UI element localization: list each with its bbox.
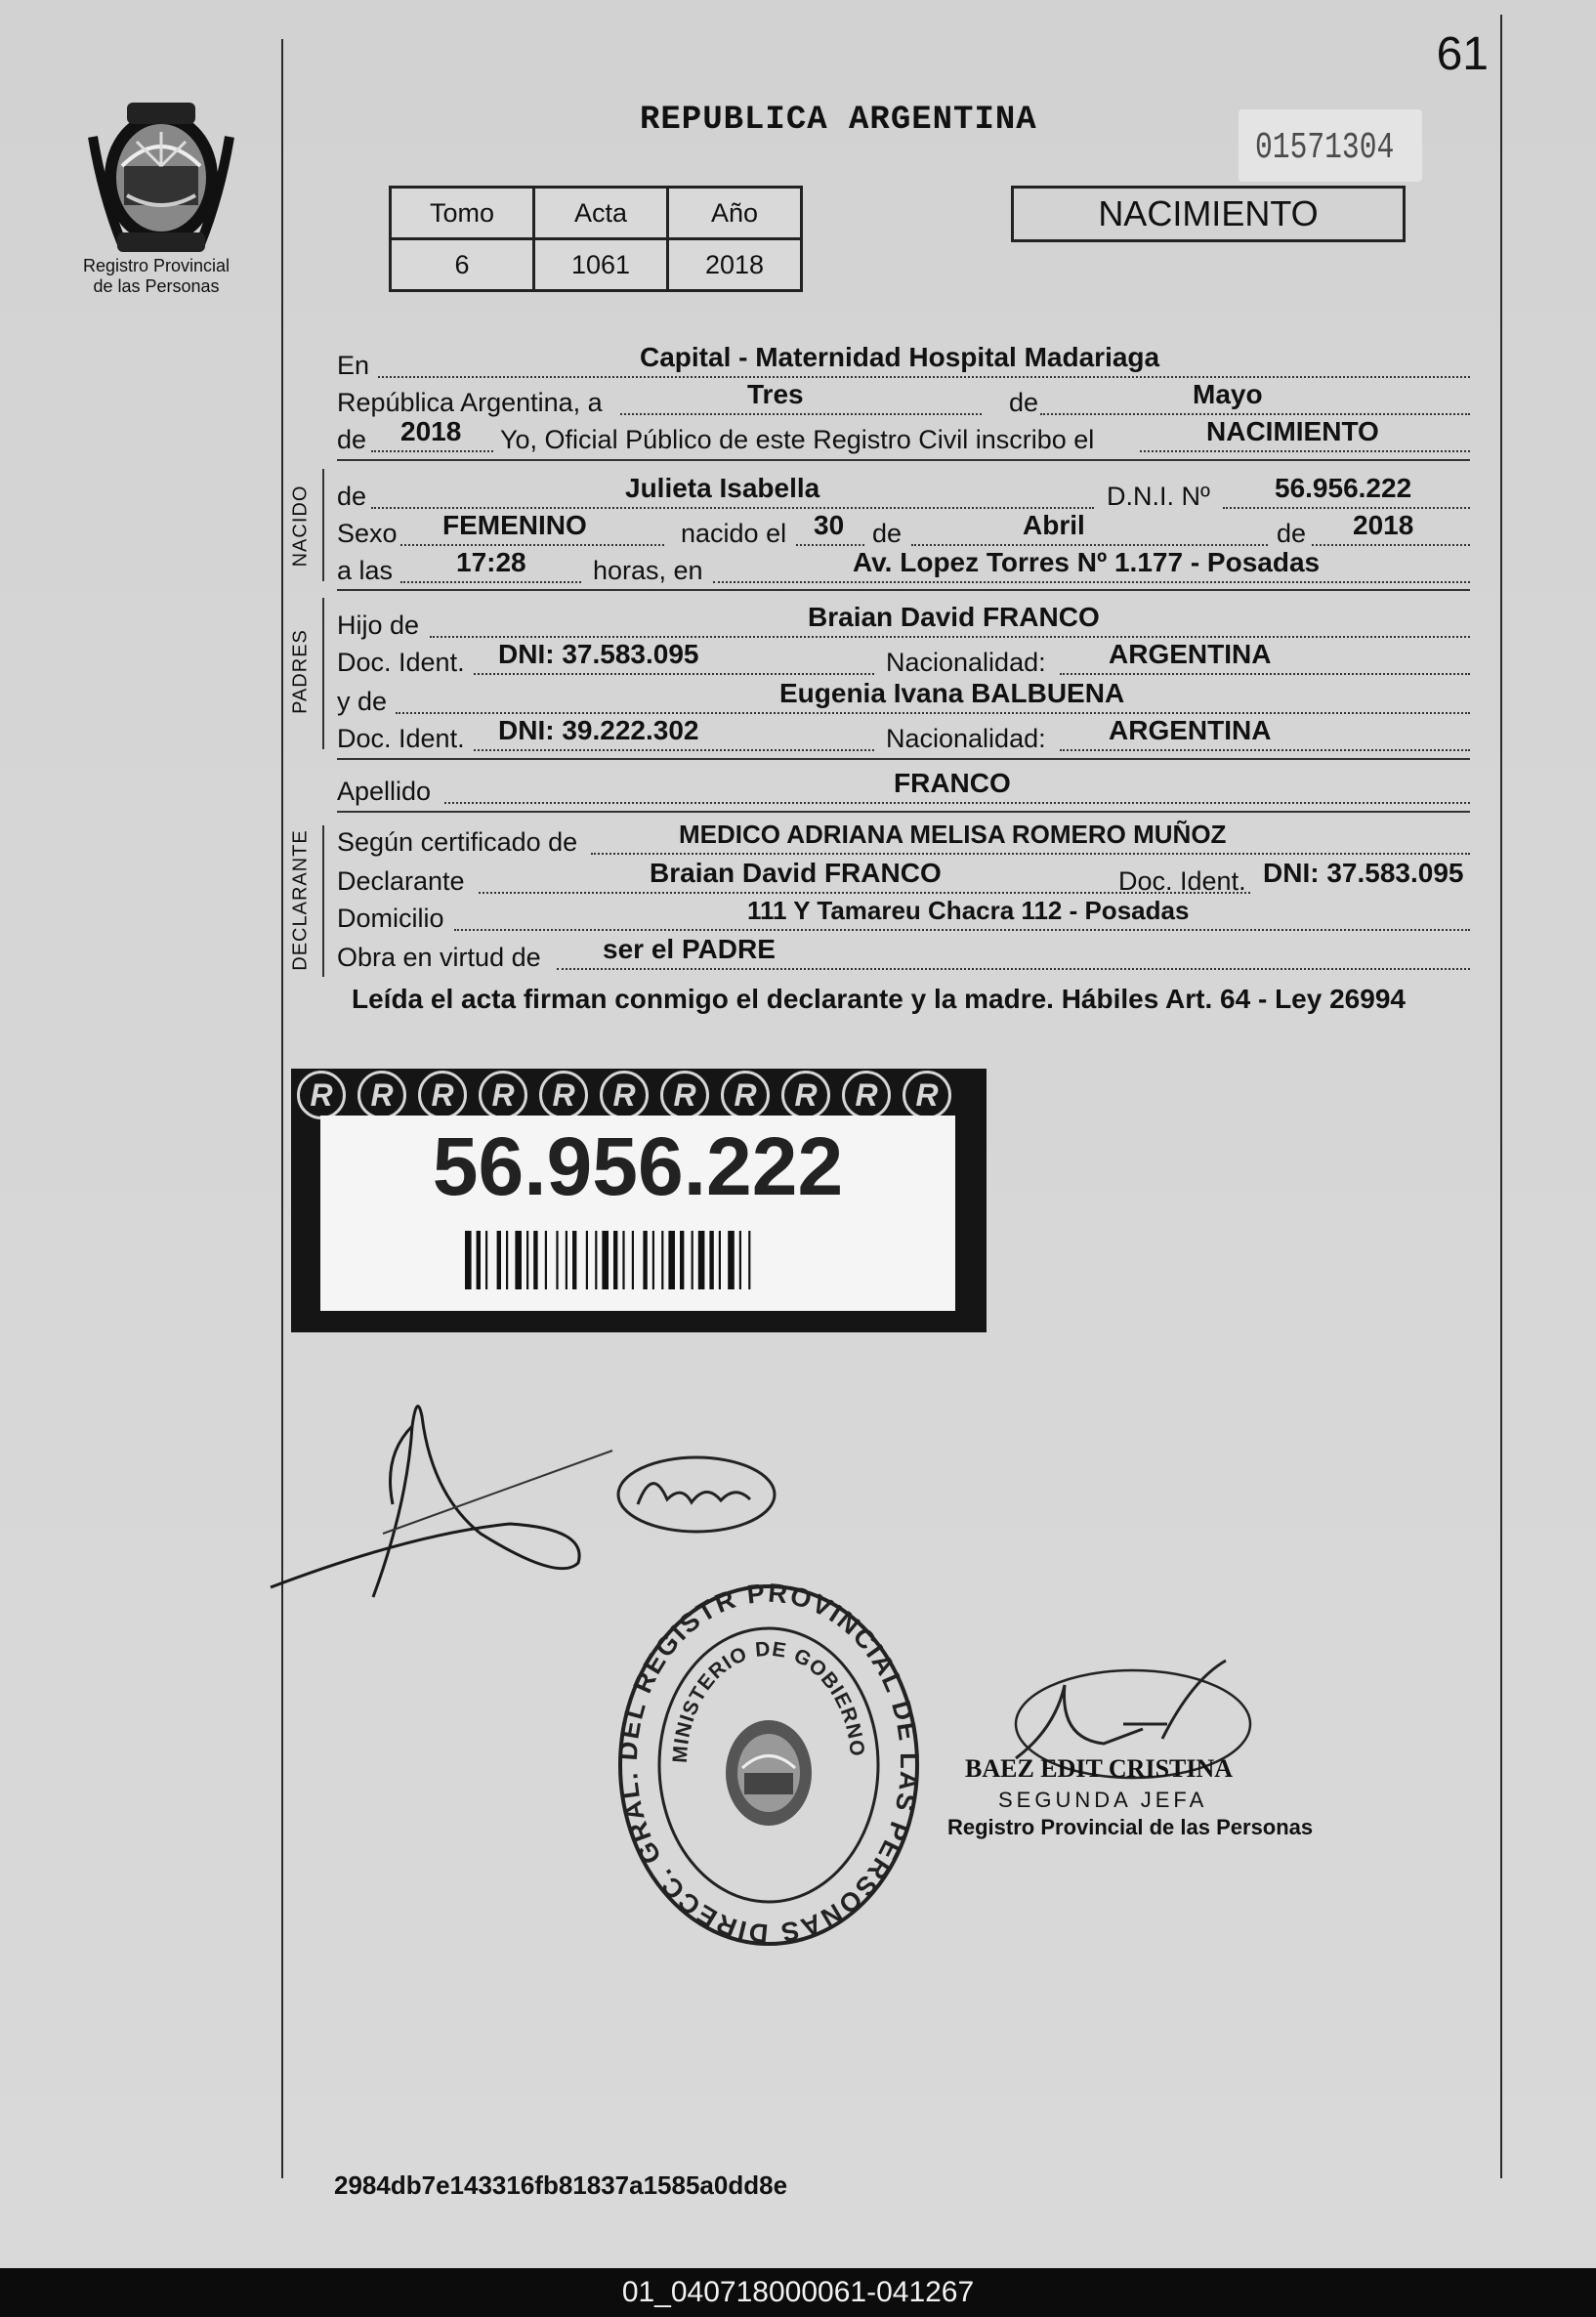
mother-nationality: ARGENTINA <box>1109 715 1272 745</box>
section-label-nacido: NACIDO <box>289 484 312 568</box>
mother-doc: DNI: 39.222.302 <box>498 715 699 745</box>
value-ano: 2018 <box>668 239 802 291</box>
stamp-outer-text: DIRECC. GRAL. DEL REGISTR PROVINCIAL DE LAS PERSONAS <box>613 1578 924 1949</box>
row-father-doc <box>337 641 1470 678</box>
dotted-line <box>371 448 493 452</box>
dotted-line <box>400 579 581 583</box>
label-obra: Obra en virtud de <box>337 943 541 972</box>
dotted-line <box>400 542 664 546</box>
row-act <box>337 418 1470 455</box>
barcode-bar <box>698 1231 705 1289</box>
month-value: Mayo <box>1193 379 1263 409</box>
dni-label-inner <box>320 1116 955 1311</box>
section-divider <box>337 758 1470 760</box>
dotted-line <box>396 710 1470 714</box>
serial-number: 01571304 <box>1255 127 1395 169</box>
father-nationality: ARGENTINA <box>1109 639 1272 669</box>
section-divider <box>337 589 1470 591</box>
address-value: 111 Y Tamareu Chacra 112 - Posadas <box>747 896 1190 925</box>
r-pattern-row <box>297 1071 951 1119</box>
barcode-bar <box>465 1231 472 1289</box>
place-value: Capital - Maternidad Hospital Madariaga <box>640 342 1160 372</box>
row-nacido-name <box>337 475 1470 512</box>
declarante-doc: DNI: 37.583.095 <box>1263 858 1464 888</box>
label-de: de <box>1009 388 1039 417</box>
barcode-bar <box>652 1231 654 1289</box>
birth-month: Abril <box>1023 510 1085 540</box>
dotted-line <box>1312 542 1470 546</box>
official-name: BAEZ EDIT CRISTINA <box>965 1754 1234 1783</box>
barcode-bar <box>477 1231 481 1289</box>
father-name: Braian David FRANCO <box>808 602 1100 632</box>
row-declarante <box>337 860 1470 897</box>
left-margin-line <box>281 39 283 2178</box>
barcode-bar <box>680 1231 684 1289</box>
year-value: 2018 <box>400 416 462 446</box>
barcode-bar <box>586 1231 588 1289</box>
registry-table <box>389 186 803 292</box>
dotted-line <box>474 747 874 751</box>
barcode-bar <box>602 1231 609 1289</box>
dotted-line <box>557 966 1470 970</box>
value-acta: 1061 <box>534 239 668 291</box>
stamp-inner-text: MINISTERIO DE GOBIERNO <box>668 1637 869 1764</box>
dotted-line <box>444 800 1470 804</box>
child-dni: 56.956.222 <box>1275 473 1412 503</box>
barcode-bar <box>668 1231 675 1289</box>
act-value: NACIMIENTO <box>1206 416 1379 446</box>
dotted-line <box>454 927 1470 931</box>
label-nacionalidad: Nacionalidad: <box>886 648 1046 677</box>
label-domicilio: Domicilio <box>337 904 444 933</box>
row-apellido <box>337 770 1470 807</box>
official-role: SEGUNDA JEFA <box>998 1788 1208 1812</box>
dotted-line <box>1040 411 1470 415</box>
label-y-de: y de <box>337 687 388 716</box>
row-certificate <box>337 821 1470 858</box>
section-divider <box>337 459 1470 461</box>
dotted-line <box>1140 448 1470 452</box>
dotted-line <box>1060 747 1470 751</box>
org-line-1: Registro Provincial <box>82 256 231 275</box>
barcode-bar <box>556 1231 558 1289</box>
footer-bar <box>0 2268 1596 2317</box>
label-republica: República Argentina, a <box>337 388 603 417</box>
barcode-bar <box>545 1231 547 1289</box>
birth-day: 30 <box>814 510 845 540</box>
dni-label <box>291 1069 987 1332</box>
header-acta: Acta <box>534 188 668 239</box>
day-value: Tres <box>747 379 804 409</box>
barcode-bar <box>533 1231 537 1289</box>
barcode-bar <box>613 1231 617 1289</box>
dni-number: 56.956.222 <box>432 1120 844 1212</box>
barcode-bar <box>622 1231 624 1289</box>
section-label-padres: PADRES <box>289 629 312 714</box>
label-doc-ident: Doc. Ident. <box>337 724 465 753</box>
birth-time: 17:28 <box>456 547 526 577</box>
dotted-line <box>1060 671 1470 675</box>
label-dni: D.N.I. Nº <box>1107 482 1210 511</box>
row-nacido-sex <box>337 512 1470 549</box>
right-margin-line <box>1500 15 1502 2178</box>
birth-year: 2018 <box>1353 510 1414 540</box>
row-obra <box>337 936 1470 973</box>
barcode-bar <box>595 1231 597 1289</box>
row-nacido-time <box>337 549 1470 586</box>
row-mother-doc <box>337 717 1470 754</box>
label-de: de <box>337 425 367 454</box>
record-type-box: NACIMIENTO <box>1011 186 1406 242</box>
value-tomo: 6 <box>391 239 534 291</box>
r-mark-icon: R <box>903 1071 951 1119</box>
row-place <box>337 344 1470 381</box>
barcode-bar <box>515 1231 522 1289</box>
document-title: REPUBLICA ARGENTINA <box>640 102 1037 139</box>
section-bar <box>322 469 324 581</box>
dotted-line <box>371 505 1094 509</box>
barcode-bar <box>643 1231 647 1289</box>
label-declarante: Declarante <box>337 866 465 896</box>
r-mark-icon: R <box>418 1071 467 1119</box>
signature-mother-icon <box>613 1446 779 1543</box>
mother-name: Eugenia Ivana BALBUENA <box>779 678 1125 708</box>
dotted-line <box>911 542 1268 546</box>
official-stamp-icon <box>613 1578 924 1954</box>
label-de: de <box>337 482 367 511</box>
label-apellido: Apellido <box>337 777 432 806</box>
barcode-bar <box>566 1231 567 1289</box>
barcode-bar <box>728 1231 735 1289</box>
footer-code: 01_040718000061-041267 <box>621 2276 975 2308</box>
header-tomo: Tomo <box>391 188 534 239</box>
document-hash: 2984db7e143316fb81837a1585a0dd8e <box>334 2170 788 2200</box>
declarante-name: Braian David FRANCO <box>650 858 942 888</box>
section-divider <box>337 811 1470 813</box>
label-de: de <box>872 519 903 548</box>
dotted-line <box>430 634 1470 638</box>
r-mark-icon: R <box>781 1071 830 1119</box>
dotted-line <box>378 374 1470 378</box>
r-mark-icon: R <box>357 1071 406 1119</box>
apellido-value: FRANCO <box>894 768 1011 798</box>
dotted-line <box>713 579 1470 583</box>
birth-place: Av. Lopez Torres Nº 1.177 - Posadas <box>853 547 1321 577</box>
r-mark-icon: R <box>297 1071 346 1119</box>
dotted-line <box>591 851 1470 855</box>
barcode-bar <box>709 1231 713 1289</box>
official-org: Registro Provincial de las Personas <box>947 1815 1314 1839</box>
dotted-line <box>796 542 864 546</box>
label-doc-ident: Doc. Ident. <box>337 648 465 677</box>
label-hijo-de: Hijo de <box>337 611 420 640</box>
section-bar <box>322 825 324 977</box>
relation-value: ser el PADRE <box>603 934 776 964</box>
barcode-bar <box>497 1231 501 1289</box>
label-sexo: Sexo <box>337 519 398 548</box>
label-oficial: Yo, Oficial Público de este Registro Civil inscribo el <box>500 425 1095 454</box>
row-date <box>337 381 1470 418</box>
certificate-value: MEDICO ADRIANA MELISA ROMERO MUÑOZ <box>679 820 1227 849</box>
barcode-bar <box>526 1231 528 1289</box>
label-nacionalidad: Nacionalidad: <box>886 724 1046 753</box>
dotted-line <box>1223 505 1470 509</box>
r-mark-icon: R <box>660 1071 709 1119</box>
r-mark-icon: R <box>721 1071 770 1119</box>
label-a-las: a las <box>337 556 394 585</box>
dotted-line <box>474 671 874 675</box>
r-mark-icon: R <box>842 1071 891 1119</box>
row-mother-name <box>337 680 1470 717</box>
section-label-declarante: DECLARANTE <box>289 829 312 971</box>
org-line-2: de las Personas <box>93 276 220 296</box>
section-bar <box>322 598 324 749</box>
closing-statement: Leída el acta firman conmigo el declarante y la madre. Hábiles Art. 64 - Ley 26994 <box>352 984 1406 1014</box>
barcode-bar <box>506 1231 508 1289</box>
r-mark-icon: R <box>539 1071 588 1119</box>
barcode-bar <box>485 1231 487 1289</box>
label-horas: horas, en <box>593 556 703 585</box>
registry-org-name <box>59 256 254 297</box>
label-en: En <box>337 351 370 380</box>
barcode-bar <box>632 1231 634 1289</box>
label-segun-certificado: Según certificado de <box>337 827 578 857</box>
row-domicilio <box>337 897 1470 934</box>
signature-declarante-icon <box>266 1387 617 1612</box>
label-doc-ident: Doc. Ident. <box>1118 866 1246 896</box>
r-mark-icon: R <box>600 1071 649 1119</box>
barcode-bar <box>572 1231 576 1289</box>
barcode-bar <box>739 1231 741 1289</box>
barcode-bar <box>692 1231 693 1289</box>
r-mark-icon: R <box>479 1071 527 1119</box>
barcode-bar <box>661 1231 663 1289</box>
header-ano: Año <box>668 188 802 239</box>
child-name: Julieta Isabella <box>625 473 820 503</box>
label-nacido-el: nacido el <box>681 519 787 548</box>
label-de: de <box>1277 519 1307 548</box>
sex-value: FEMENINO <box>442 510 587 540</box>
dotted-line <box>620 411 982 415</box>
province-shield-icon <box>83 98 239 259</box>
barcode-icon <box>465 1231 846 1289</box>
barcode-bar <box>719 1231 721 1289</box>
father-doc: DNI: 37.583.095 <box>498 639 699 669</box>
page-number: 61 <box>1436 28 1489 80</box>
barcode-bar <box>748 1231 750 1289</box>
row-father-name <box>337 604 1470 641</box>
